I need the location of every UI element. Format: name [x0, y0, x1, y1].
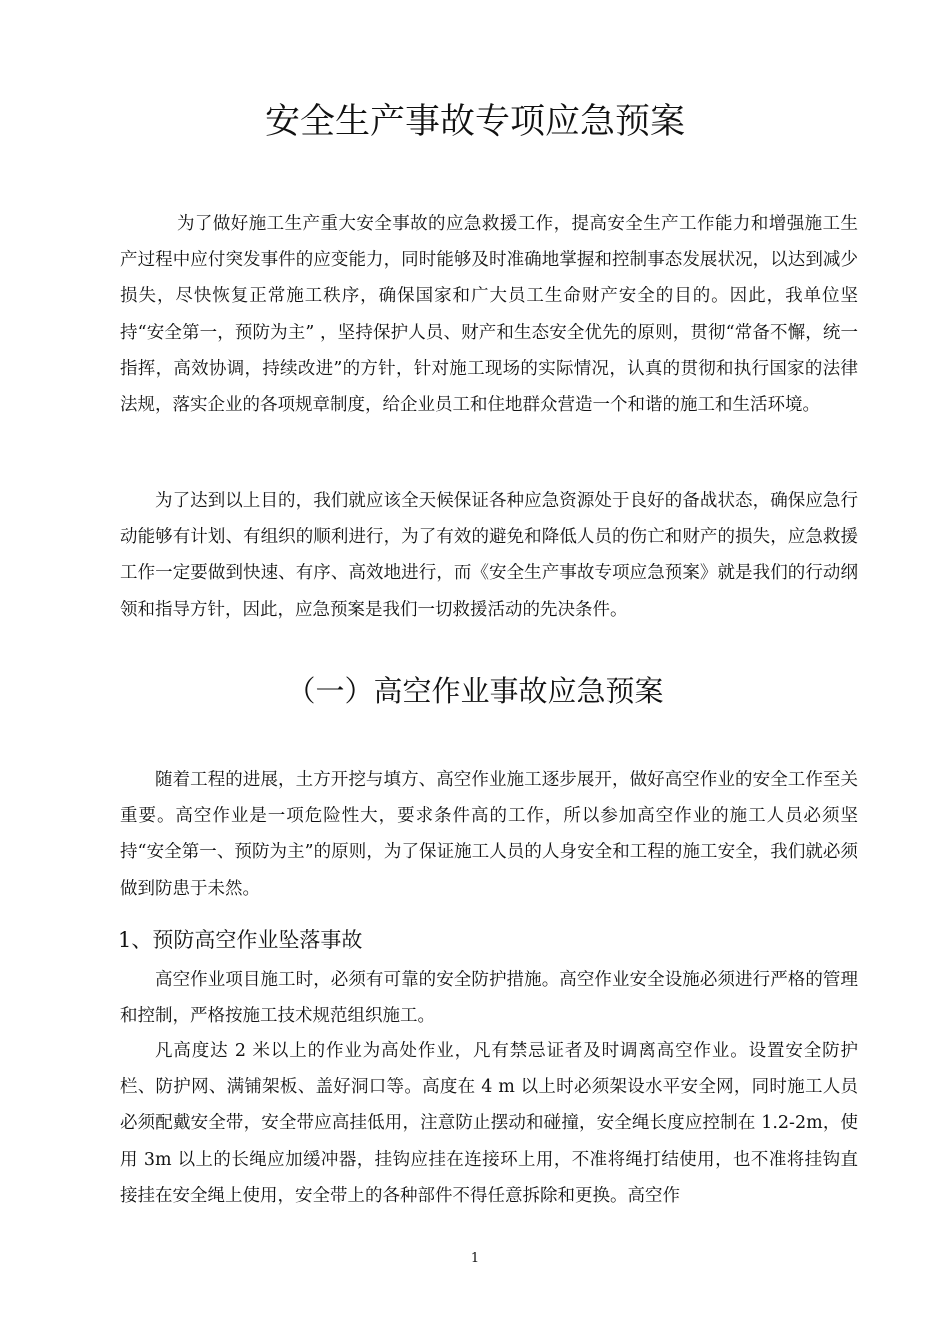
subsection-paragraph-2: 凡高度达 2 米以上的作业为高处作业，凡有禁忌证者及时调离高空作业。设置安全防护栏、防护网、满铺架板、盖好洞口等。高度在 4 m 以上时必须架设水平安全网，同时施工人员必须配戴安全带，安全带应高挂低用，注意防止摆动和碰撞，安全绳长度应控制在 1.2-2m，使用 3m 以上的长绳应加缓冲器，挂钩应挂在连接环上用，不准将绳打结使用，也不准将挂钩直接挂在安全绳上使用，安全带上的各种部件不得任意拆除和更换。高空作 — [120, 1041, 858, 1206]
intro-paragraph-1: 为了做好施工生产重大安全事故的应急救援工作，提高安全生产工作能力和增强施工生产过程中应付突发事件的应变能力，同时能够及时准确地掌握和控制事态发展状况，以达到减少损失，尽快恢复正常施工秩序，确保国家和广大员工生命财产安全的目的。因此，我单位坚持“安全第一，预防为主” ，坚持保护人员、财产和生态安全优先的原则，贯彻“常备不懈，统一指挥，高效协调，持续改进”的方针，针对施工现场的实际情况，认真的贯彻和执行国家的法律法规，落实企业的各项规章制度，给企业员工和住地群众营造一个和谐的施工和生活环境。 — [120, 214, 858, 416]
subsection-paragraph-1: 高空作业项目施工时，必须有可靠的安全防护措施。高空作业安全设施必须进行严格的管理和控制，严格按施工技术规范组织施工。 — [120, 970, 858, 1027]
document-title: 安全生产事故专项应急预案 — [264, 102, 685, 142]
subsection-title: 1、预防高空作业坠落事故 — [118, 928, 363, 952]
section-intro-paragraph: 随着工程的进展，土方开挖与填方、高空作业施工逐步展开，做好高空作业的安全工作至关重要。高空作业是一项危险性大，要求条件高的工作，所以参加高空作业的施工人员必须坚持“安全第一、预防为主”的原则，为了保证施工人员的人身安全和工程的施工安全，我们就必须做到防患于未然。 — [120, 770, 858, 899]
section-title: （一）高空作业事故应急预案 — [286, 674, 664, 708]
page-number: 1 — [470, 1251, 480, 1266]
intro-paragraph-2: 为了达到以上目的，我们就应该全天候保证各种应急资源处于良好的备战状态，确保应急行动能够有计划、有组织的顺利进行，为了有效的避免和降低人员的伤亡和财产的损失，应急救援工作一定要做到快速、有序、高效地进行，而《安全生产事故专项应急预案》就是我们的行动纲领和指导方针，因此，应急预案是我们一切救援活动的先决条件。 — [120, 491, 858, 620]
